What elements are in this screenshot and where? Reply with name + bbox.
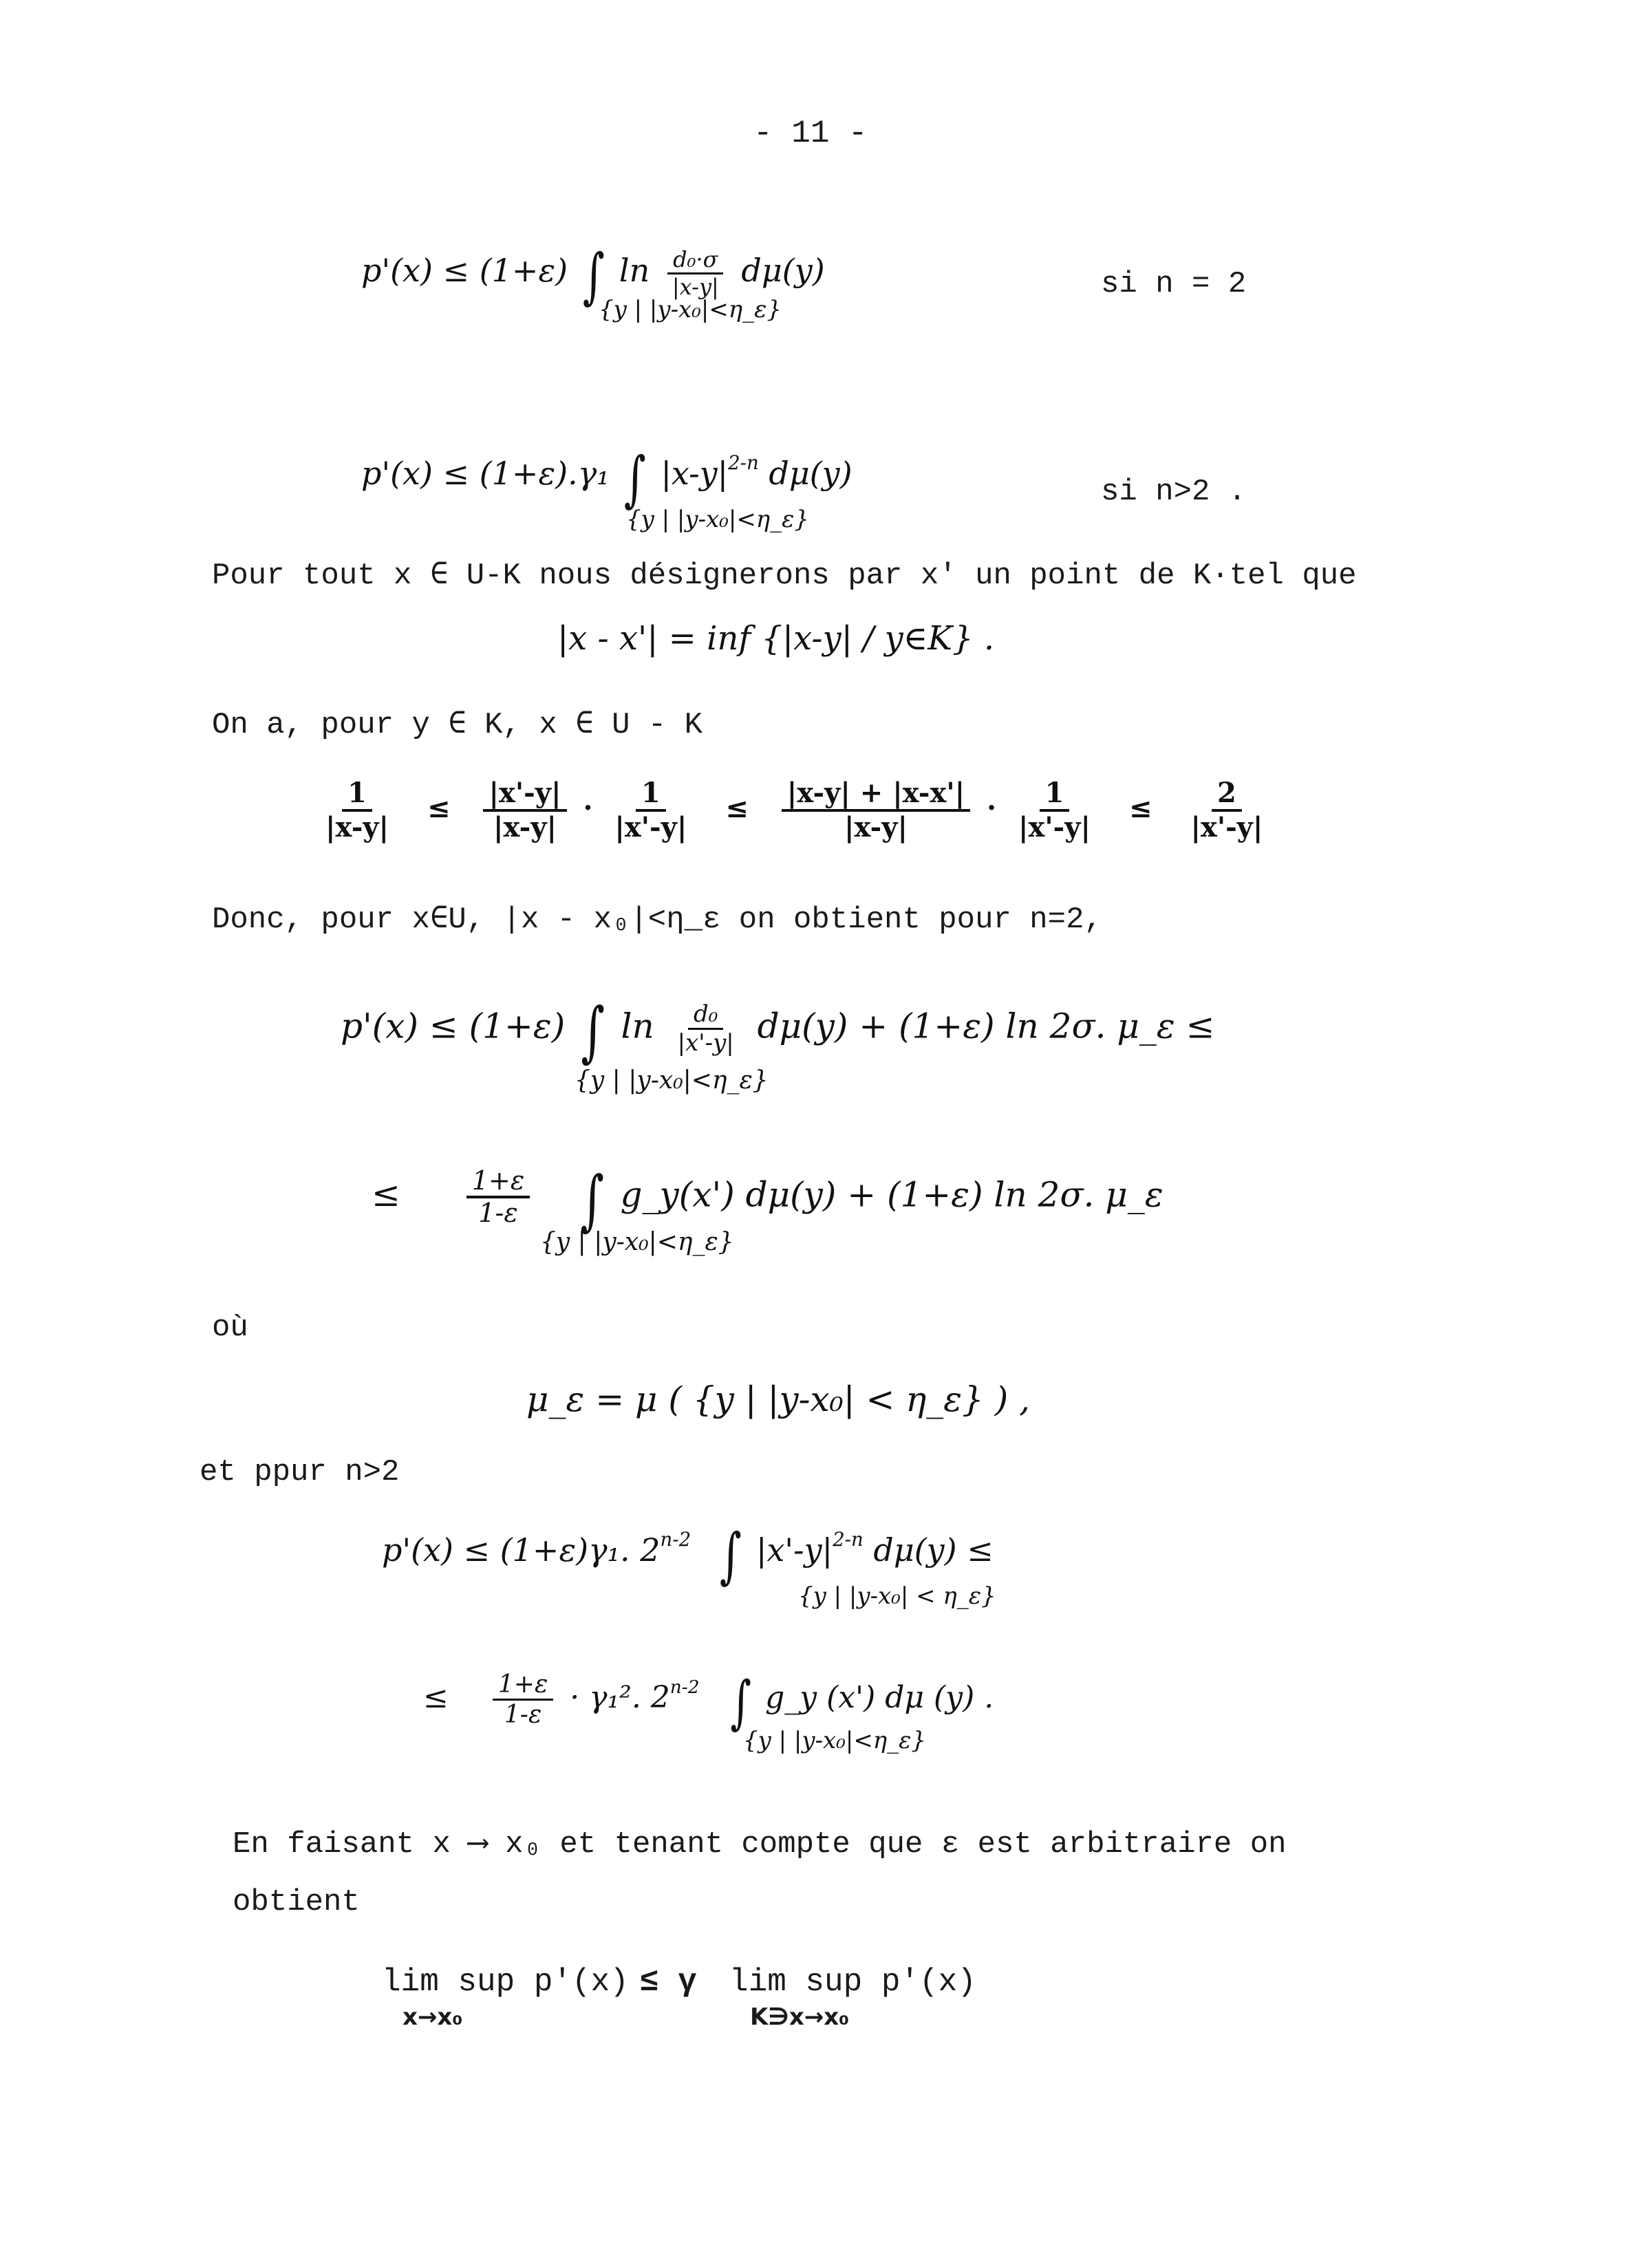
eq5-lhs: p'(x) ≤ (1+ε) — [341, 1006, 566, 1046]
eq1-domain: {y | |y-x₀|<η_ε} — [599, 296, 782, 323]
eq8-domain: {y | |y-x₀| < η_ε} — [798, 1582, 996, 1610]
paragraph-1: Pour tout x ∈ U-K nous désignerons par x' un point de K·tel que — [212, 559, 1357, 593]
paragraph-4: et ppur n>2 — [200, 1455, 400, 1489]
eq2-domain: {y | |y-x₀|<η_ε} — [626, 506, 810, 533]
equation-8 — [382, 1520, 994, 1591]
paragraph-3: Donc, pour x∈U, |x - x₀|<η_ε on obtient pour n=2, — [212, 903, 1102, 937]
eq10-right-sub: K∋x→x₀ — [750, 2003, 850, 2031]
eq2-measure: dμ(y) — [769, 455, 852, 493]
eq2-lhs: p'(x) ≤ (1+ε).γ₁ — [361, 455, 610, 493]
eq9-domain: {y | |y-x₀|<η_ε} — [743, 1727, 927, 1754]
eq6-relation: ≤ — [372, 1174, 400, 1215]
integral-sign: ∫ — [580, 1163, 605, 1238]
eq1-frac-den: |x-y| — [672, 273, 719, 300]
equation-7: μ_ε = μ ( {y | |y-x₀| < η_ε} ) , — [526, 1379, 1031, 1419]
eq9-frac-num: 1+ε — [493, 1670, 553, 1701]
integral-sign: ∫ — [730, 1668, 751, 1736]
integral-sign: ∫ — [581, 994, 605, 1070]
eq4-frac-1-den: |x-y| — [325, 811, 389, 843]
eq4-frac-1-num: 1 — [342, 777, 372, 812]
integral-sign: ∫ — [719, 1520, 742, 1591]
eq1-condition: si n = 2 — [1101, 267, 1247, 301]
equation-9 — [423, 1668, 994, 1736]
eq6-domain: {y | |y-x₀|<η_ε} — [540, 1228, 734, 1256]
eq2-condition: si n>2 . — [1101, 475, 1247, 509]
equation-2 — [361, 444, 852, 514]
eq5-frac-den: |x'-y| — [677, 1028, 734, 1057]
paragraph-5-line-2: obtient — [233, 1885, 360, 1919]
eq1-measure: dμ(y) — [741, 252, 825, 290]
eq2-integrand: |x-y| — [661, 455, 729, 493]
equation-3: |x - x'| = inf {|x-y| / y∈K} . — [557, 619, 995, 658]
eq4-frac-3-den: |x'-y| — [614, 811, 687, 843]
page-number: - 11 - — [753, 116, 868, 151]
paragraph-5-line-1: En faisant x ⟶ x₀ et tenant compte que ε est arbitraire on — [233, 1827, 1287, 1862]
eq4-relation-2: ≤ — [725, 792, 749, 824]
eq4-frac-6 — [1185, 777, 1268, 843]
eq9-mid: · γ₁². 2 — [570, 1680, 670, 1716]
eq4-frac-5-den: |x'-y| — [1018, 811, 1091, 843]
eq4-relation-3: ≤ — [1128, 792, 1152, 824]
eq9-integrand: g_y (x') dμ (y) . — [765, 1680, 994, 1716]
eq1-integrand: ln — [619, 252, 650, 290]
eq4-frac-2 — [483, 777, 566, 843]
eq8-lhs: p'(x) ≤ (1+ε)γ₁. 2 — [382, 1531, 661, 1569]
eq6-integrand: g_y(x') dμ(y) + (1+ε) ln 2σ. μ_ε — [620, 1174, 1163, 1215]
eq5-domain: {y | |y-x₀|<η_ε} — [575, 1066, 769, 1095]
eq4-frac-4-den: |x-y| — [844, 811, 908, 843]
eq4-frac-6-num: 2 — [1212, 777, 1242, 812]
eq9-exp1: n-2 — [669, 1677, 700, 1698]
integral-sign: ∫ — [624, 444, 646, 514]
eq4-frac-2-den: |x-y| — [493, 811, 557, 843]
eq9-frac-den: 1-ε — [504, 1701, 542, 1730]
eq4-frac-6-den: |x'-y| — [1190, 811, 1263, 843]
equation-5 — [341, 994, 1215, 1070]
eq6-frac-den: 1-ε — [478, 1198, 518, 1229]
eq6-fraction — [466, 1166, 530, 1229]
eq4-frac-3-num: 1 — [636, 777, 666, 812]
eq4-frac-4-num: |x-y| + |x-x'| — [782, 777, 970, 812]
eq5-rest: dμ(y) + (1+ε) ln 2σ. μ_ε ≤ — [757, 1006, 1215, 1046]
eq5-frac-num: d₀ — [688, 1001, 723, 1030]
word-ou: où — [212, 1311, 248, 1345]
eq8-exponent: 2-n — [833, 1528, 863, 1551]
eq1-fraction — [667, 247, 725, 300]
eq10-relation: ≤ γ — [640, 1964, 697, 2000]
eq8-exp1: n-2 — [660, 1528, 691, 1551]
eq8-measure: dμ(y) ≤ — [873, 1531, 994, 1569]
eq9-relation: ≤ — [423, 1680, 449, 1716]
eq4-frac-2-num: |x'-y| — [483, 777, 566, 812]
eq5-fraction — [672, 1001, 740, 1057]
equation-6 — [372, 1163, 1163, 1238]
eq4-frac-5-num: 1 — [1040, 777, 1070, 812]
eq1-frac-num: d₀·σ — [667, 247, 723, 274]
eq4-frac-5 — [1013, 777, 1096, 843]
eq4-dot: · — [583, 792, 593, 824]
eq10-left: lim sup p'(x) — [382, 1964, 629, 2000]
eq6-frac-num: 1+ε — [466, 1166, 530, 1199]
eq5-integrand: ln — [621, 1006, 654, 1046]
eq4-frac-4 — [782, 777, 970, 843]
eq4-dot-2: · — [987, 792, 997, 824]
eq4-frac-3 — [609, 777, 692, 843]
equation-4 — [313, 777, 1275, 843]
eq1-lhs: p'(x) ≤ (1+ε) — [361, 252, 568, 290]
integral-sign: ∫ — [582, 241, 605, 311]
eq9-fraction — [493, 1670, 553, 1730]
eq10-right: lim sup p'(x) — [729, 1964, 976, 2000]
eq4-frac-1 — [320, 777, 394, 843]
eq4-relation-1: ≤ — [427, 792, 451, 824]
eq2-exponent: 2-n — [728, 451, 759, 475]
eq8-integrand: |x'-y| — [755, 1531, 833, 1569]
eq10-left-sub: x→x₀ — [403, 2003, 463, 2031]
paragraph-2: On a, pour y ∈ K, x ∈ U - K — [212, 708, 703, 742]
